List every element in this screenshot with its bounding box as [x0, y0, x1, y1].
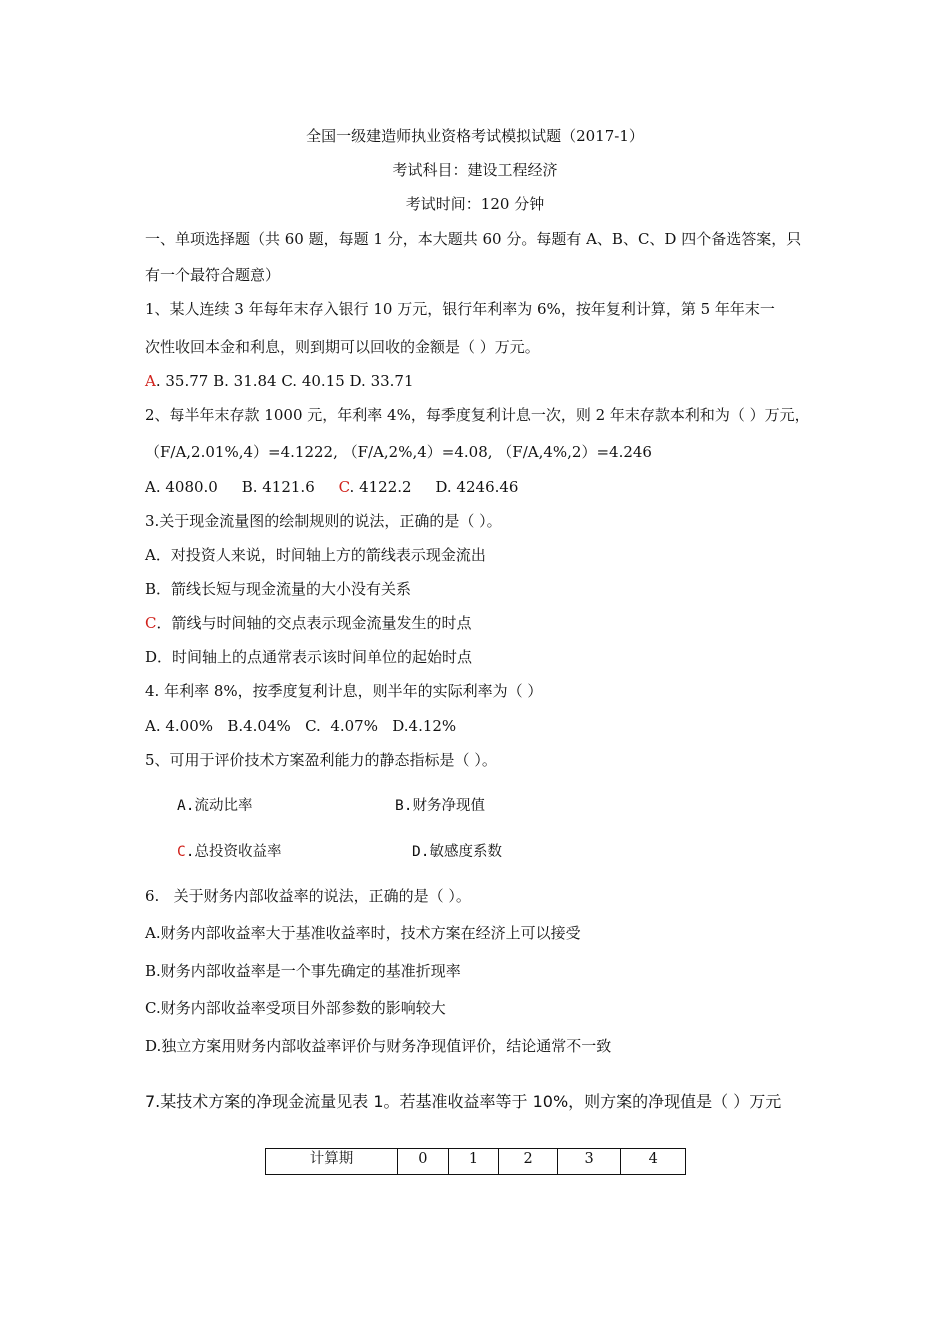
table-header-cell: 3: [557, 1149, 621, 1175]
exam-title: 全国一级建造师执业资格考试模拟试题（2017-1）: [306, 127, 644, 145]
q3-option-c: [145, 613, 472, 633]
q5-answer-letter: C: [177, 844, 186, 860]
q5-option-b: B.财务净现值: [395, 798, 485, 814]
q6-option-c: C.财务内部收益率受项目外部参数的影响较大: [145, 999, 446, 1017]
q4-options: A. 4.00% B.4.04% C. 4.07% D.4.12%: [145, 717, 457, 735]
exam-time: 考试时间：120 分钟: [405, 195, 545, 213]
q5-option-d: D.敏感度系数: [412, 844, 502, 860]
q6-option-a: A.财务内部收益率大于基准收益率时，技术方案在经济上可以接受: [145, 924, 581, 942]
table-header-cell: 2: [499, 1149, 558, 1175]
table-header-cell: 计算期: [266, 1149, 398, 1175]
q2-options: [145, 477, 518, 497]
q6-option-d: D.独立方案用财务内部收益率评价与财务净现值评价，结论通常不一致: [145, 1037, 612, 1055]
q1-options-text: . 35.77 B. 31.84 C. 40.15 D. 33.71: [155, 372, 414, 390]
q5-option-c: [177, 842, 281, 862]
q1-stem-line1: 1、某人连续 3 年每年末存入银行 10 万元，银行年利率为 6%，按年复利计算，第 5 年年末一: [145, 300, 775, 318]
q3-answer-letter: C: [145, 614, 157, 632]
exam-subject: 考试科目：建设工程经济: [392, 161, 558, 179]
q3-option-c-text: ．箭线与时间轴的交点表示现金流量发生的时点: [156, 614, 472, 632]
q2-options-after: . 4122.2 D. 4246.46: [349, 478, 519, 496]
table-header-cell: 0: [398, 1149, 449, 1175]
q2-options-before: A. 4080.0 B. 4121.6: [145, 478, 339, 496]
q6-option-b: B.财务内部收益率是一个事先确定的基准折现率: [145, 962, 461, 980]
q7-stem: 7.某技术方案的净现金流量见表 1。若基准收益率等于 10%，则方案的净现值是（ ）万元: [145, 1092, 782, 1111]
q3-option-b: B．箭线长短与现金流量的大小没有关系: [145, 580, 412, 598]
table-header-cell: 1: [448, 1149, 499, 1175]
table-header-cell: 4: [621, 1149, 686, 1175]
q2-answer-letter: C: [338, 478, 350, 496]
q2-stem-line2: （F/A,2.01%,4）=4.1222, （F/A,2%,4）=4.08, （F/A,4%,2）=4.246: [145, 443, 652, 461]
q6-stem: 6. 关于财务内部收益率的说法，正确的是（ ）。: [145, 887, 471, 905]
q5-option-c-text: .总投资收益率: [185, 844, 282, 860]
q1-answer-letter: A: [145, 372, 156, 390]
q5-option-a: A.流动比率: [177, 798, 253, 814]
q3-option-a: A．对投资人来说，时间轴上方的箭线表示现金流出: [145, 546, 486, 564]
q2-stem-line1: 2、每半年末存款 1000 元，年利率 4%，每季度复利计息一次，则 2 年末存款本利和为（ ）万元，: [145, 406, 810, 424]
section-heading-line2: 有一个最符合题意）: [145, 266, 281, 284]
q3-stem: 3.关于现金流量图的绘制规则的说法，正确的是（ ）。: [145, 512, 502, 530]
q3-option-d: D．时间轴上的点通常表示该时间单位的起始时点: [145, 648, 473, 666]
q1-stem-line2: 次性收回本金和利息，则到期可以回收的金额是（ ）万元。: [145, 338, 540, 356]
cash-flow-table: [265, 1148, 686, 1175]
q4-stem: 4. 年利率 8%，按季度复利计息，则半年的实际利率为（ ）: [145, 682, 543, 700]
table-row: [266, 1149, 686, 1175]
q5-stem: 5、可用于评价技术方案盈利能力的静态指标是（ ）。: [145, 751, 497, 769]
q1-options: [145, 371, 414, 391]
section-heading-line1: 一、单项选择题（共 60 题，每题 1 分，本大题共 60 分。每题有 A、B、C、D 四个备选答案，只: [145, 230, 802, 248]
